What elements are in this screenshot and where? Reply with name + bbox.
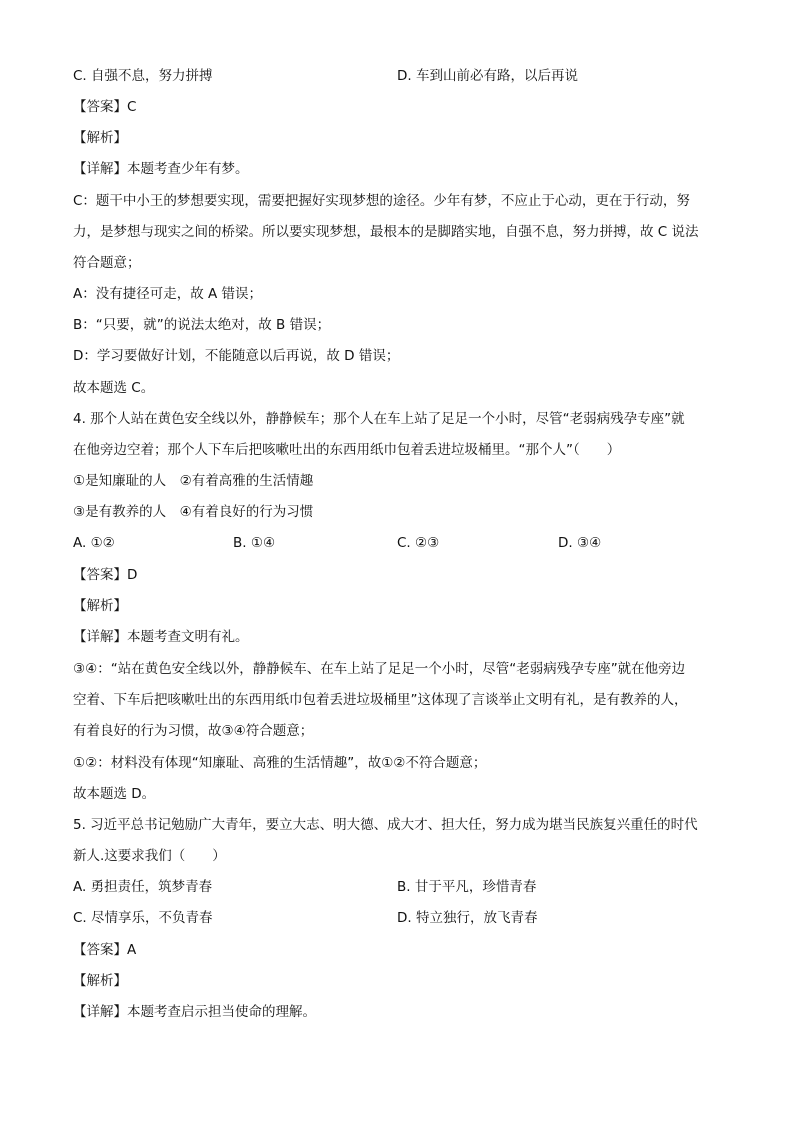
q3-explanation-line: 力，是梦想与现实之间的桥梁。所以要实现梦想，最根本的是脚踏实地，自强不息，努力拼搏，故 C 说法 [73,224,699,240]
q3-explanation-line: 故本题选 C。 [73,380,155,396]
q5-option-c: C. 尽情享乐，不负青春 [73,910,213,926]
q3-explanation-line: 符合题意； [73,255,141,271]
q4-explanation-line: 有着良好的行为习惯，故③④符合题意； [73,723,314,739]
q5-analysis-label: 【解析】 [73,973,127,989]
q4-explanation-line: ①②：材料没有体现“知廉耻、高雅的生活情趣”，故①②不符合题意； [73,755,487,771]
q4-detail: 【详解】本题考查文明有礼。 [73,629,249,645]
q4-option-b: B. ①④ [233,535,276,551]
q4-statement: ③是有教养的人 ④有着良好的行为习惯 [73,504,314,520]
q4-stem-line: 4. 那个人站在黄色安全线以外，静静候车；那个人在车上站了足足一个小时，尽管“老弱病残孕专座”就 [73,411,685,427]
q4-option-a: A. ①② [73,535,115,551]
q3-answer: 【答案】C [73,99,137,115]
q3-explanation-line: D：学习要做好计划，不能随意以后再说，故 D 错误； [73,348,400,364]
q4-option-d: D. ③④ [558,535,602,551]
q5-stem-line: 5. 习近平总书记勉励广大青年，要立大志、明大德、成大才、担大任，努力成为堪当民族复兴重任的时代 [73,817,698,833]
q3-option-c: C. 自强不息，努力拼搏 [73,68,213,84]
q5-option-b: B. 甘于平凡，珍惜青春 [397,879,537,895]
q3-explanation-line: B：“只要，就”的说法太绝对，故 B 错误； [73,317,331,333]
q4-analysis-label: 【解析】 [73,598,127,614]
q5-option-d: D. 特立独行，放飞青春 [397,910,538,926]
q3-option-d: D. 车到山前必有路，以后再说 [397,68,578,84]
q4-explanation-line: ③④：“站在黄色安全线以外，静静候车、在车上站了足足一个小时，尽管“老弱病残孕专座”就在他旁边 [73,661,686,677]
q3-explanation-line: C：题干中小王的梦想要实现，需要把握好实现梦想的途径。少年有梦，不应止于心动，更在于行动，努 [73,193,690,209]
q4-option-c: C. ②③ [397,535,440,551]
q4-answer: 【答案】D [73,567,138,583]
q5-stem-line: 新人.这要求我们（ ） [73,848,226,864]
q4-stem-line: 在他旁边空着；那个人下车后把咳嗽吐出的东西用纸巾包着丢进垃圾桶里。“那个人”（ ） [73,442,621,458]
q3-detail: 【详解】本题考查少年有梦。 [73,161,249,177]
q5-answer: 【答案】A [73,942,137,958]
q3-analysis-label: 【解析】 [73,130,127,146]
q5-detail: 【详解】本题考查启示担当使命的理解。 [73,1004,316,1020]
q4-statement: ①是知廉耻的人 ②有着高雅的生活情趣 [73,473,314,489]
q4-explanation-line: 故本题选 D。 [73,786,156,802]
q5-option-a: A. 勇担责任，筑梦青春 [73,879,213,895]
q4-explanation-line: 空着、下车后把咳嗽吐出的东西用纸巾包着丢进垃圾桶里”这体现了言谈举止文明有礼，是有教养的人， [73,692,688,708]
q3-explanation-line: A：没有捷径可走，故 A 错误； [73,286,263,302]
